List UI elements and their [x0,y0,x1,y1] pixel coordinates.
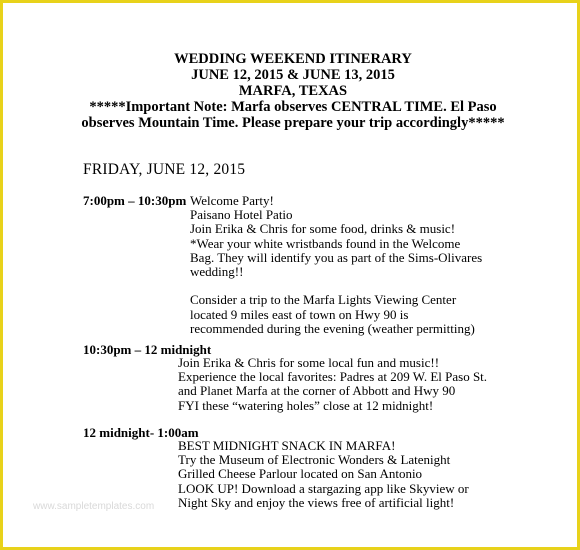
event-details [178,439,469,510]
day-heading: FRIDAY, JUNE 12, 2015 [83,161,246,178]
detail-line: FYI these “watering holes” close at 12 midnight! [178,397,434,413]
detail-line: wedding!! [190,263,244,279]
detail-line: and Planet Marfa at the corner of Abbott and Hwy 90 [178,383,456,399]
detail-line: Bag. They will identify you as part of the Sims-Olivares [190,249,483,265]
detail-line: Try the Museum of Electronic Wonders & Latenight [178,452,451,468]
itinerary-header [63,51,523,131]
time-zone-note: *****Important Note: Marfa observes CENTRAL TIME. El Paso observes Mountain Time. Please prepare your trip accordingly***** [81,99,505,131]
detail-line: Grilled Cheese Parlour located on San Antonio [178,466,423,482]
event-time: 7:00pm – 10:30pm [83,193,187,208]
watermark: www.sampletemplates.com [33,501,155,512]
event-location: MARFA, TEXAS [238,83,348,99]
detail-line: Join Erika & Chris for some food, drinks & music! [190,221,456,237]
event-time: 10:30pm – 12 midnight [83,342,212,357]
document-title: WEDDING WEEKEND ITINERARY [174,51,412,67]
event-details [178,356,487,413]
detail-line: Paisano Hotel Patio [190,207,293,223]
detail-line: located 9 miles east of town on Hwy 90 is [190,306,409,322]
event-details [190,194,482,336]
detail-line: BEST MIDNIGHT SNACK IN MARFA! [178,438,396,453]
detail-line: LOOK UP! Download a stargazing app like Skyview or [178,480,469,496]
detail-line: Experience the local favorites: Padres at 209 W. El Paso St. [178,369,488,385]
detail-line: Join Erika & Chris for some local fun and music!! [178,355,440,370]
detail-line: recommended during the evening (weather permitting) [190,320,475,336]
detail-line: Welcome Party! [190,193,274,208]
detail-line: Consider a trip to the Marfa Lights Viewing Center [190,292,457,308]
event-dates: JUNE 12, 2015 & JUNE 13, 2015 [191,67,395,83]
blank-line [190,279,482,293]
event-time: 12 midnight- 1:00am [83,425,199,440]
detail-line: *Wear your white wristbands found in the Welcome [190,235,461,251]
detail-line: Night Sky and enjoy the views free of artificial light! [178,494,455,510]
